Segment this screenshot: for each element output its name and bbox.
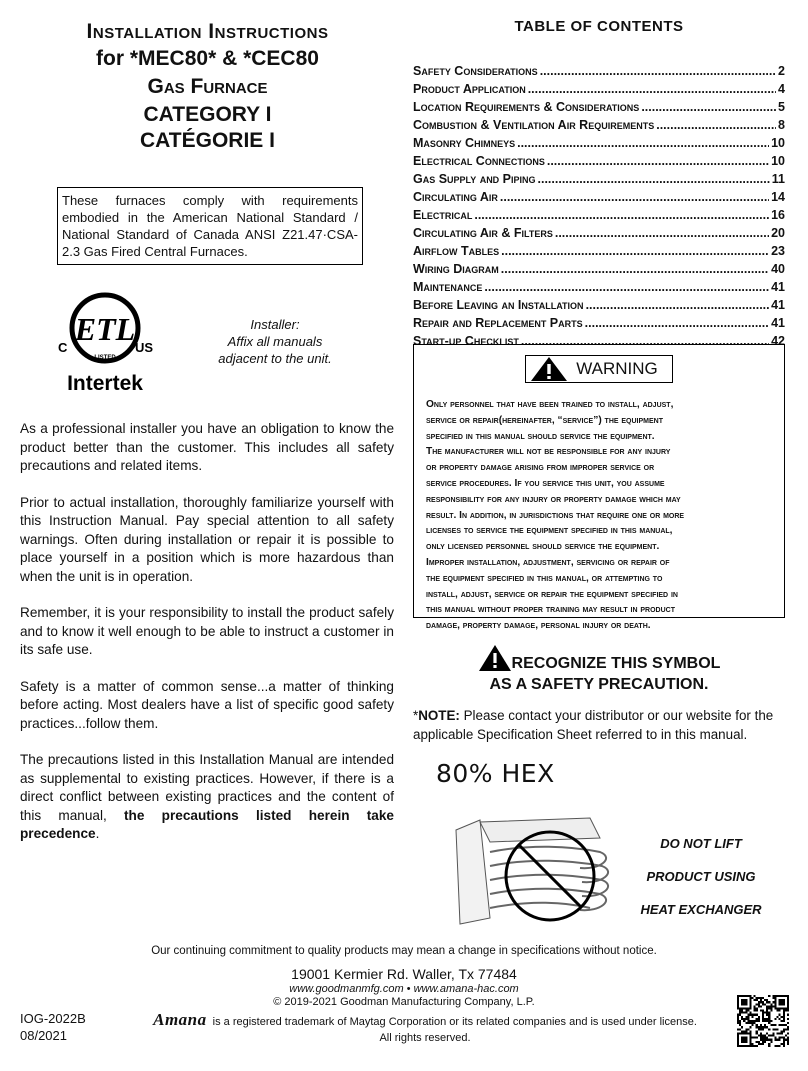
toc-heading: TABLE OF CONTENTS [514, 18, 684, 35]
paragraph-3: Remember, it is your responsibility to install the product safely and to know it well enough to be able to instruct a customer in its safe use. [20, 605, 394, 657]
toc-leader [547, 154, 769, 168]
hex-label: 80% HEX [436, 759, 555, 788]
warning-line: responsibility for any injury or property damage which may [426, 493, 681, 505]
commitment-statement: Our continuing commitment to quality products may mean a change in specifications without notice. [151, 945, 657, 957]
toc-item-page: 40 [771, 262, 785, 276]
toc-item[interactable] [413, 262, 785, 280]
paragraph-5-end: . [95, 826, 100, 841]
heat-exchanger-prohibited-icon [450, 808, 620, 928]
toc-item-page: 23 [771, 244, 785, 258]
toc-leader [641, 100, 776, 114]
document-date: 08/2021 [20, 1028, 67, 1043]
toc-item[interactable] [413, 82, 785, 100]
rights-text: All rights reserved. [379, 1032, 471, 1044]
etl-c-text: C [58, 340, 68, 355]
intertek-text: Intertek [67, 372, 143, 395]
table-of-contents [413, 64, 785, 352]
note-prefix: * [413, 708, 419, 723]
recognize-line-1-text: RECOGNIZE THIS SYMBOL [511, 655, 721, 672]
toc-item-label: Combustion & Ventilation Air Requirements [413, 118, 655, 132]
toc-item-page: 10 [771, 154, 785, 168]
paragraph-4: Safety is a matter of common sense...a matter of thinking before acting. Most dealers have a list of specific good safety practices...follow them. [20, 678, 394, 731]
note-text: Please contact your distributor or our website for the applicable Specification Sheet referred to in this manual. [413, 708, 774, 742]
trademark-line [115, 1012, 735, 1030]
safety-symbol-note [413, 644, 785, 695]
trademark-text: is a registered trademark of Maytag Corporation or its related companies and is used under license. [212, 1016, 697, 1028]
qr-code-icon [737, 995, 789, 1047]
toc-item-label: Gas Supply and Piping [413, 172, 536, 186]
warning-line: licenses to service the equipment specified in this manual, [426, 525, 673, 537]
note-label: NOTE: [418, 708, 460, 723]
etl-mark-icon [55, 290, 155, 400]
toc-item[interactable] [413, 244, 785, 262]
warning-box [413, 344, 785, 632]
toc-leader [538, 172, 770, 186]
toc-item[interactable] [413, 316, 785, 334]
toc-item-page: 8 [778, 118, 785, 132]
warning-line: this manual without proper training may result in product [426, 604, 675, 616]
paragraph-5-bold: the precautions listed herein take precedence [20, 807, 394, 841]
trademark-notice [115, 1012, 735, 1046]
title-line-1: Installation Instructions [86, 20, 329, 43]
installer-line-1: Installer: [250, 317, 300, 332]
toc-item-label: Circulating Air & Filters [413, 226, 553, 240]
warning-label-box [525, 355, 673, 383]
paragraph-2: Prior to actual installation, thoroughly familiarize yourself with this Instruction Manual. Pay special attention to all safety warnings. Often during installation or repair it is possible to place yourself in a position which is more hazardous than when the unit is in operation. [20, 494, 394, 584]
warning-line: result. In addition, in jurisdictions that require one or more [426, 509, 685, 521]
etl-us-text: US [135, 340, 154, 355]
etl-mark-text: ETL [74, 311, 136, 347]
etl-listed-text: LISTED [94, 355, 116, 361]
document-title [20, 18, 395, 154]
safety-alert-icon [478, 644, 512, 672]
toc-leader [474, 208, 769, 222]
warning-label: WARNING [576, 359, 658, 378]
toc-item-label: Electrical Connections [413, 154, 545, 168]
warning-line: only licensed personnel should service the equipment. [426, 541, 660, 553]
toc-item[interactable] [413, 64, 785, 82]
toc-item-label: Safety Considerations [413, 64, 538, 78]
do-not-lift-line-2: PRODUCT USING [646, 869, 756, 884]
toc-item-page: 11 [771, 172, 785, 186]
toc-item-label: Maintenance [413, 280, 483, 294]
warning-line: Only personnel that have been trained to install, adjust, [426, 399, 674, 410]
title-line-2: for *MEC80* & *CEC80 [96, 47, 319, 70]
toc-item[interactable] [413, 190, 785, 208]
toc-item[interactable] [413, 208, 785, 226]
amana-logo: Amana [153, 1010, 207, 1029]
do-not-lift-line-3: HEAT EXCHANGER [640, 902, 762, 917]
spec-sheet-note [413, 706, 785, 744]
installer-note [205, 316, 345, 367]
document-number: IOG-2022B [20, 1011, 86, 1026]
paragraph-5-text: The precautions listed in this Installation Manual are intended as supplemental to existing practices. However, if there is a direct conflict between existing practices and the content of this manual, [20, 752, 394, 823]
company-address: 19001 Kermier Rd. Waller, Tx 77484 [291, 966, 517, 982]
toc-item-label: Before Leaving an Installation [413, 298, 584, 312]
paragraph-5 [20, 751, 394, 844]
toc-item-label: Location Requirements & Considerations [413, 100, 640, 114]
toc-leader [501, 262, 769, 276]
toc-item-label: Start-up Checklist [413, 334, 519, 348]
toc-leader [585, 316, 769, 330]
recognize-line-1 [413, 644, 785, 674]
installer-line-2: Affix all manuals [227, 334, 323, 349]
company-websites: www.goodmanmfg.com • www.amana-hac.com [289, 983, 519, 995]
toc-leader [517, 136, 769, 150]
warning-line: damage, property damage, personal injury or death. [426, 620, 651, 632]
warning-line: install, adjust, service or repair the equipment specified in [426, 588, 678, 600]
toc-item-label: Wiring Diagram [413, 262, 499, 276]
toc-item[interactable] [413, 136, 785, 154]
warning-line: the equipment specified in this manual, or attempting to [426, 572, 663, 584]
toc-item-page: 20 [771, 226, 785, 240]
title-line-4: CATEGORY I [143, 103, 272, 126]
document-id [20, 1010, 86, 1044]
warning-triangle-icon [530, 356, 568, 382]
toc-item[interactable] [413, 100, 785, 118]
title-line-3: Gas Furnace [147, 75, 268, 98]
toc-leader [528, 82, 776, 96]
warning-line: service or repair(hereinafter, “service”) the equipment [426, 414, 663, 426]
toc-leader [656, 118, 776, 132]
toc-item-page: 16 [771, 208, 785, 222]
toc-item-label: Airflow Tables [413, 244, 500, 258]
recognize-line-2: AS A SAFETY PRECAUTION. [489, 676, 709, 693]
toc-leader [540, 64, 776, 78]
toc-item-page: 2 [778, 64, 785, 78]
toc-item[interactable] [413, 280, 785, 298]
toc-item-label: Electrical [413, 208, 473, 222]
paragraph-1: As a professional installer you have an obligation to know the product better than the customer. This includes all safety precautions and related items. [20, 421, 394, 473]
warning-line: The manufacturer will not be responsible for any injury [426, 446, 671, 458]
toc-item[interactable] [413, 118, 785, 136]
compliance-statement: These furnaces comply with requirements embodied in the American National Standard / National Standard of Canada ANSI Z21.47·CSA-2.3 Gas Fired Central Furnaces. [57, 187, 363, 265]
toc-item-page: 10 [771, 136, 785, 150]
toc-item-page: 14 [771, 190, 785, 204]
etl-listed-logo [55, 290, 155, 400]
do-not-lift-warning [626, 827, 776, 926]
toc-item-page: 41 [771, 280, 785, 294]
toc-item-page: 5 [778, 100, 785, 114]
toc-item[interactable] [413, 226, 785, 244]
copyright: © 2019-2021 Goodman Manufacturing Company, L.P. [273, 996, 535, 1008]
toc-item-label: Repair and Replacement Parts [413, 316, 583, 330]
toc-leader [500, 190, 769, 204]
warning-line: Improper installation, adjustment, servicing or repair of [426, 556, 670, 568]
warning-line: service procedures. If you service this unit, you assume [426, 477, 665, 489]
do-not-lift-line-1: DO NOT LIFT [660, 836, 742, 851]
toc-item-page: 41 [771, 316, 785, 330]
toc-item[interactable] [413, 172, 785, 190]
warning-line: specified in this manual should service the equipment. [426, 430, 655, 442]
toc-leader [586, 298, 770, 312]
title-line-5: CATÉGORIE I [140, 129, 275, 152]
toc-item-page: 4 [778, 82, 785, 96]
toc-leader [555, 226, 769, 240]
toc-item[interactable] [413, 154, 785, 172]
warning-line: or property damage arising from improper service or [426, 462, 655, 474]
toc-item-label: Masonry Chimneys [413, 136, 516, 150]
intro-body [20, 420, 394, 862]
toc-item[interactable] [413, 298, 785, 316]
toc-item-page: 41 [771, 298, 785, 312]
warning-text [426, 397, 774, 634]
installer-line-3: adjacent to the unit. [218, 351, 332, 366]
toc-item-label: Circulating Air [413, 190, 498, 204]
toc-leader [501, 244, 769, 258]
warning-header [414, 353, 784, 385]
toc-item-page: 42 [771, 334, 785, 348]
toc-item-label: Product Application [413, 82, 526, 96]
toc-leader [484, 280, 769, 294]
